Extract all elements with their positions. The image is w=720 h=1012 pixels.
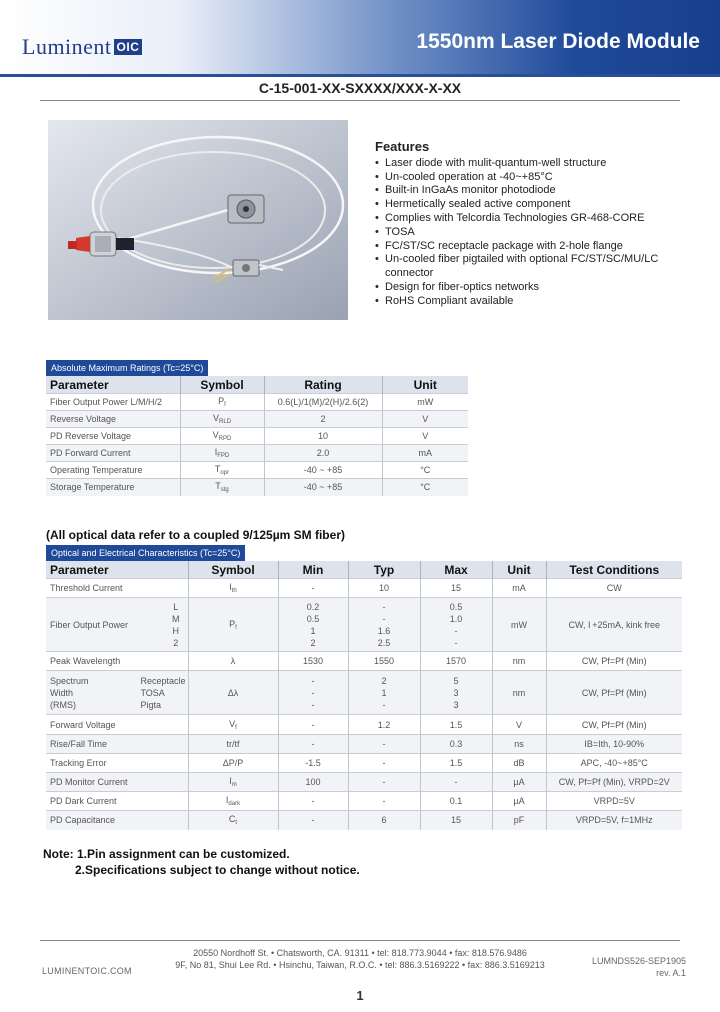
col-header: Unit [382,376,468,394]
variant-label: TOSA [140,688,165,698]
cell-max: 1.5 [420,754,492,773]
cell-unit: °C [382,462,468,479]
header-divider [0,74,720,77]
notes-section [43,846,360,878]
logo-badge: OIC [114,39,143,55]
grade-list [172,601,180,649]
cell-unit: µA [492,773,546,792]
cell-unit: nm [492,671,546,715]
cell-max: 15 [420,579,492,598]
cell-unit: V [492,715,546,735]
features-heading: Features [375,139,430,154]
cell-typ: 1.2 [348,715,420,735]
cell-typ: - [348,735,420,754]
cell-rating: -40 ~ +85 [264,479,382,496]
page-number: 1 [356,988,364,1003]
col-header: Typ [348,561,420,579]
table-header-row [46,561,682,579]
laser-module-illustration [48,120,348,320]
cell-max: 0.5 1.0 - - [420,598,492,652]
cell-unit: mW [492,598,546,652]
table-row [46,579,682,598]
cell-symbol: λ [188,652,278,671]
feature-item: • Un-cooled fiber pigtailed with optional FC/ST/SC/MU/LC connector [385,253,685,281]
cell-symbol: $P_f$ [180,394,264,411]
cell-parameter: Operating Temperature [46,462,180,479]
col-header: Parameter [46,376,180,394]
grade-label: H [172,626,179,636]
cell-condition: VRPD=5V [546,792,682,811]
cell-max: 0.3 [420,735,492,754]
table-row [46,598,682,652]
cell-unit: dB [492,754,546,773]
cell-max: 15 [420,811,492,830]
table-row [46,462,468,479]
feature-item: • Laser diode with mulit-quantum-well structure [385,157,685,171]
feature-item: • Un-cooled operation at -40~+85°C [385,171,685,185]
cell-condition: VRPD=5V, f=1MHz [546,811,682,830]
optical-table [46,561,682,830]
col-header: Symbol [188,561,278,579]
feature-item: • Complies with Telcordia Technologies GR-468-CORE [385,212,685,226]
cell-symbol: $T_{opr}$ [180,462,264,479]
address-us: 20550 Nordhoff St. • Chatsworth, CA. 91311 • tel: 818.773.9044 • fax: 818.576.9486 [193,948,527,958]
cell-condition: CW, Pf=Pf (Min) [546,715,682,735]
param-label: Spectrum Width (RMS) [50,675,89,710]
cell-condition: CW [546,579,682,598]
cell-max: - [420,773,492,792]
cell-condition: CW, Pf=Pf (Min), VRPD=2V [546,773,682,792]
variant-label: Pigta [140,700,161,710]
table-row [46,671,682,715]
cell-min: - [278,792,348,811]
note-line: 2.Specifications subject to change without notice. [75,863,360,877]
col-header: Symbol [180,376,264,394]
feature-item: • Hermetically sealed active component [385,198,685,212]
cell-parameter: Rise/Fall Time [46,735,188,754]
company-logo [22,34,142,60]
doc-revision: rev. A.1 [656,968,686,978]
cell-max: 0.1 [420,792,492,811]
col-header: Rating [264,376,382,394]
col-header: Test Conditions [546,561,682,579]
cell-unit: mW [382,394,468,411]
cell-symbol: $V_f$ [188,715,278,735]
cell-symbol: $P_f$ [188,598,278,652]
cell-min: - [278,579,348,598]
cell-min: 1530 [278,652,348,671]
cell-parameter: Fiber Output Power L/M/H/2 [46,394,180,411]
cell-parameter: Peak Wavelength [46,652,188,671]
cell-condition: CW, Pf=Pf (Min) [546,671,682,715]
param-label: Fiber Output Power [50,619,129,630]
footer-website[interactable]: LUMINENTOIC.COM [42,966,132,976]
abs-max-caption: Absolute Maximum Ratings (Tc=25°C) [46,360,208,376]
cell-parameter: PD Capacitance [46,811,188,830]
doc-code: LUMNDS526-SEP1905 [591,956,686,966]
table-header-row [46,376,468,394]
cell-rating: 2 [264,411,382,428]
cell-typ: - [348,754,420,773]
cell-min: -1.5 [278,754,348,773]
table-row [46,411,468,428]
cell-rating: 10 [264,428,382,445]
cell-parameter [46,598,188,652]
note-line: Note: 1.Pin assignment can be customized. [43,847,290,861]
col-header: Min [278,561,348,579]
cell-symbol: $I_{dark}$ [188,792,278,811]
cell-unit: µA [492,792,546,811]
cell-symbol: ΔP/P [188,754,278,773]
address-tw: 9F, No 81, Shui Lee Rd. • Hsinchu, Taiwan, R.O.C. • tel: 886.3.5169222 • fax: 886.3.5169213 [175,960,545,970]
cell-min: - [278,735,348,754]
cell-symbol: $V_{RLD}$ [180,411,264,428]
part-number: C-15-001-XX-SXXXX/XXX-X-XX [258,80,462,96]
table-row [46,715,682,735]
cell-unit: ns [492,735,546,754]
feature-item: • RoHS Compliant available [385,295,685,309]
cell-condition: IB=Ith, 10-90% [546,735,682,754]
table-row [46,479,468,496]
cell-parameter: PD Reverse Voltage [46,428,180,445]
document-title: 1550nm Laser Diode Module [416,30,700,53]
cell-rating: -40 ~ +85 [264,462,382,479]
cell-symbol: tr/tf [188,735,278,754]
optical-data-note: (All optical data refer to a coupled 9/125µm SM fiber) [46,528,345,542]
cell-rating: 2.0 [264,445,382,462]
cell-condition: CW, I +25mA, kink free [546,598,682,652]
cell-parameter [46,671,188,715]
cell-unit: mA [382,445,468,462]
cell-typ: - [348,773,420,792]
cell-min: - [278,811,348,830]
cell-typ: 2 1 - [348,671,420,715]
cell-parameter: Forward Voltage [46,715,188,735]
cell-unit: pF [492,811,546,830]
cell-unit: °C [382,479,468,496]
cell-parameter: PD Dark Current [46,792,188,811]
cell-symbol: $T_{stg}$ [180,479,264,496]
table-row [46,445,468,462]
table-row [46,773,682,792]
grade-label: 2 [173,638,179,648]
variant-list [140,675,185,711]
cell-parameter: PD Monitor Current [46,773,188,792]
footer-doc-info [592,955,686,979]
variant-label: Receptacle [140,676,186,686]
part-number-rule [40,100,680,101]
cell-unit: V [382,411,468,428]
table-row [46,652,682,671]
abs-max-table [46,376,468,496]
logo-text: Luminent [22,34,112,59]
cell-unit: nm [492,652,546,671]
cell-unit: V [382,428,468,445]
cell-condition: APC, -40~+85°C [546,754,682,773]
feature-item: • TOSA [385,226,685,240]
cell-typ: - - 1.6 2.5 [348,598,420,652]
table-row [46,754,682,773]
cell-symbol: $V_{RPD}$ [180,428,264,445]
cell-symbol: $I_{th}$ [188,579,278,598]
cell-max: 1.5 [420,715,492,735]
feature-item: • Design for fiber-optics networks [385,281,685,295]
cell-condition: CW, Pf=Pf (Min) [546,652,682,671]
table-row [46,811,682,830]
cell-parameter: Reverse Voltage [46,411,180,428]
feature-item: • FC/ST/SC receptacle package with 2-hole flange [385,240,685,254]
optical-caption: Optical and Electrical Characteristics (Tc=25°C) [46,545,245,561]
cell-parameter: Tracking Error [46,754,188,773]
cell-unit: mA [492,579,546,598]
features-section [375,140,685,309]
cell-max: 5 3 3 [420,671,492,715]
cell-typ: 1550 [348,652,420,671]
cell-parameter: PD Forward Current [46,445,180,462]
cell-typ: 6 [348,811,420,830]
cell-symbol: $C_t$ [188,811,278,830]
cell-parameter: Storage Temperature [46,479,180,496]
cell-symbol: Δλ [188,671,278,715]
footer-rule [40,940,680,941]
col-header: Unit [492,561,546,579]
cell-rating: 0.6(L)/1(M)/2(H)/2.6(2) [264,394,382,411]
cell-typ: - [348,792,420,811]
table-row [46,735,682,754]
cell-min: - - - [278,671,348,715]
table-row [46,792,682,811]
grade-label: L [173,602,179,612]
cell-parameter: Threshold Current [46,579,188,598]
features-list [375,157,685,309]
cell-min: 0.2 0.5 1 2 [278,598,348,652]
col-header: Max [420,561,492,579]
cell-max: 1570 [420,652,492,671]
feature-item: • Built-in InGaAs monitor photodiode [385,184,685,198]
grade-label: M [172,614,180,624]
col-header: Parameter [46,561,188,579]
cell-symbol: $I_{FPD}$ [180,445,264,462]
cell-min: 100 [278,773,348,792]
cell-min: - [278,715,348,735]
cell-typ: 10 [348,579,420,598]
product-photo [48,120,348,320]
cell-symbol: $I_m$ [188,773,278,792]
table-row [46,428,468,445]
table-row [46,394,468,411]
